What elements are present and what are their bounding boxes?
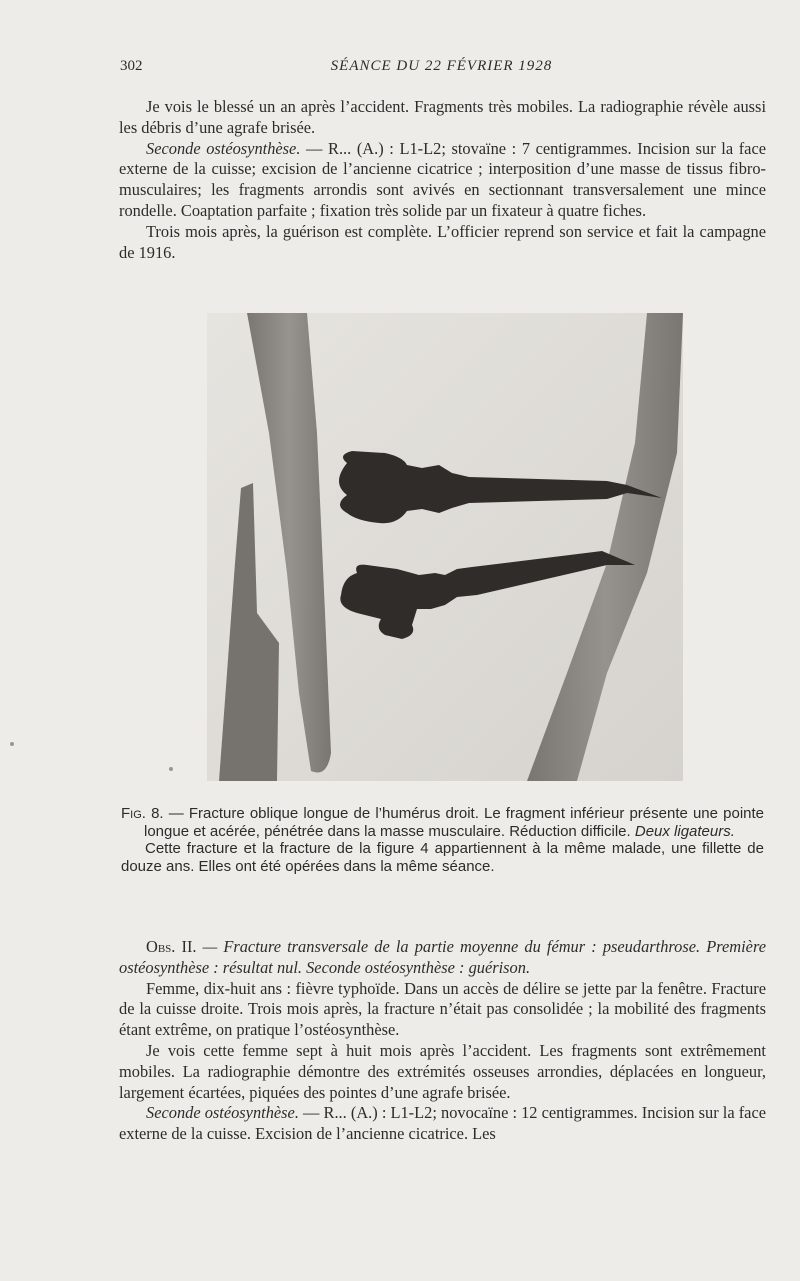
section-title: Seconde ostéosynthèse.	[146, 138, 301, 158]
observation-label: Obs. II.	[146, 937, 197, 956]
page-number: 302	[120, 58, 143, 74]
running-head: SÉANCE DU 22 FÉVRIER 1928	[330, 58, 553, 74]
caption-paragraph	[121, 805, 765, 840]
paragraph: Je vois cette femme sept à huit mois après l’accident. Les fragments sont extrêmement mobiles. La radiographie démontre des extrémités osseuses arrondies, déplacées en longueur, largement écartées, piquées des pointes d’une agrafe brisée.	[119, 1040, 766, 1102]
observation-heading	[119, 937, 766, 979]
figure-label: Fig. 8.	[121, 805, 164, 822]
radiograph-image	[207, 313, 683, 781]
paragraph-body: — R... (A.) : L1-L2; novocaïne : 12 centigrammes. Incision sur la face externe de la cuisse. Excision de l’ancienne cicatrice. Les	[119, 1103, 766, 1144]
paragraph: Trois mois après, la guérison est complète. L’officier reprend son service et fait la campagne de 1916.	[119, 221, 766, 262]
observation-title: — Fracture transversale de la partie moyenne du fémur : pseudarthrose. Première ostéosynthèse : résultat nul. Seconde ostéosynthèse : guérison.	[119, 937, 766, 977]
paragraph-body: — R... (A.) : L1-L2; stovaïne : 7 centigrammes. Incision sur la face externe de la cuisse; excision de l’ancienne cicatrice ; interposition d’une masse de tissus fibro-musculaires; les fragments arrondis sont avivés en sectionnant transversalement une mince rondelle. Coaptation parfaite ; fixation très solide par un fixateur à quatre fiches.	[119, 138, 766, 220]
paragraph: Femme, dix-huit ans : fièvre typhoïde. Dans un accès de délire se jette par la fenêtre. Fracture de la cuisse droite. Trois mois après, la fracture n’était pas consolidée ; la mobilité des fragments étant extrême, on pratique l’ostéosynthèse.	[119, 978, 766, 1040]
paragraph: Je vois le blessé un an après l’accident. Fragments très mobiles. La radiographie révèle aussi les débris d’une agrafe brisée.	[119, 97, 766, 137]
speck	[10, 742, 14, 746]
speck	[169, 767, 173, 771]
paragraph	[119, 1103, 766, 1145]
caption-body: — Fracture oblique longue de l’humérus droit. Le fragment inférieur présente une pointe longue et acérée, pénétrée dans la masse musculaire. Réduction difficile.	[144, 805, 765, 840]
observation-block	[119, 937, 766, 1145]
caption-paragraph: Cette fracture et la fracture de la figure 4 appartiennent à la même malade, une fillette de douze ans. Elles ont été opérées dans la même séance.	[121, 840, 764, 875]
caption-italic: Deux ligateurs.	[634, 822, 735, 840]
page-header	[120, 58, 763, 80]
paragraph	[119, 139, 766, 222]
top-text-block	[119, 97, 766, 263]
radiograph-figure	[207, 313, 683, 781]
figure-caption	[121, 805, 765, 875]
section-title: Seconde ostéosynthèse.	[146, 1103, 299, 1123]
